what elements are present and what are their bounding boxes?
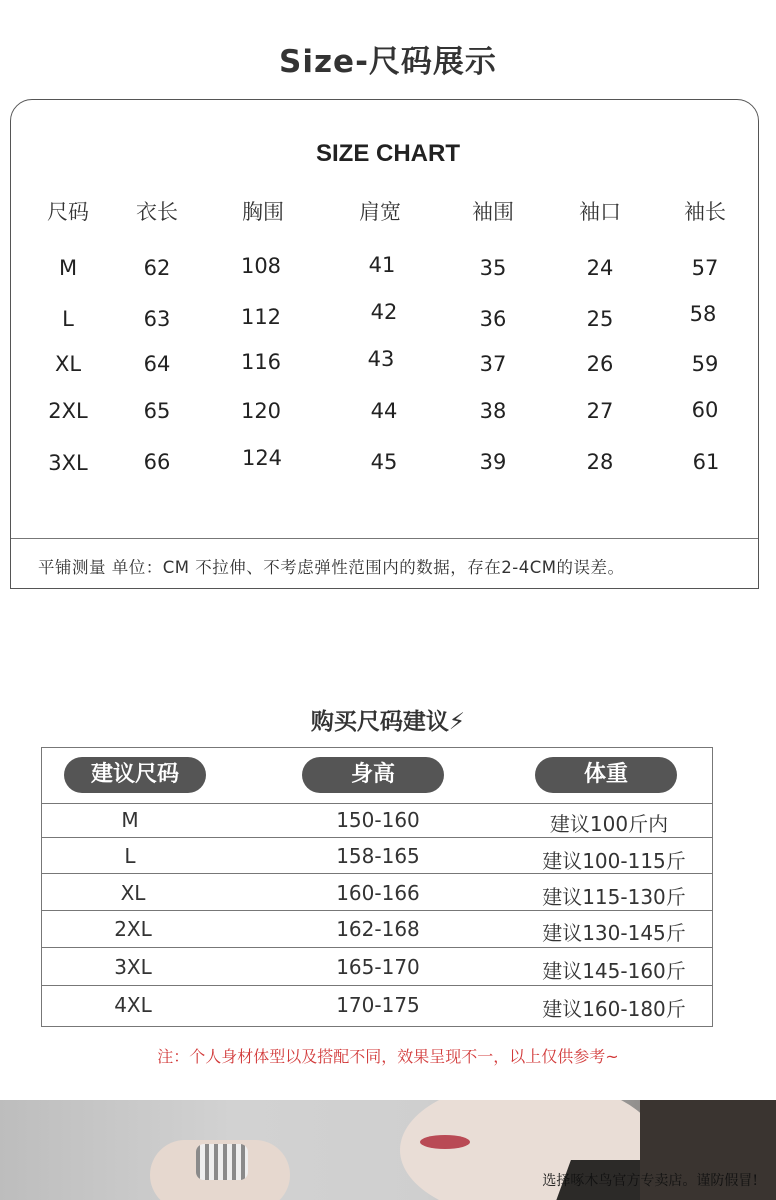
row-divider	[41, 910, 713, 911]
size-cell: XL	[54, 352, 82, 376]
recommend-cell: 建议100-115斤	[542, 849, 686, 873]
size-cell: 27	[586, 399, 614, 423]
recommend-cell: 建议130-145斤	[542, 921, 686, 945]
recommend-cell: 160-166	[336, 881, 420, 905]
recommend-cell: M	[121, 808, 139, 832]
row-divider	[41, 803, 713, 804]
size-cell: 26	[586, 352, 614, 376]
recommend-cell: 建议160-180斤	[542, 997, 686, 1021]
note-divider	[11, 538, 758, 539]
size-chart-frame	[10, 99, 759, 589]
recommend-header-weight: 体重	[535, 757, 677, 793]
size-cell: 39	[479, 450, 507, 474]
size-cell: 24	[586, 256, 614, 280]
size-cell: 38	[479, 399, 507, 423]
size-cell: 45	[370, 450, 398, 474]
size-cell: 58	[689, 302, 717, 326]
size-header-cell: 衣长	[136, 200, 178, 224]
recommend-cell: L	[124, 844, 136, 868]
size-cell: 61	[692, 450, 720, 474]
section-title: Size-尺码展示	[279, 44, 497, 80]
row-divider	[41, 947, 713, 948]
size-cell: 116	[240, 350, 282, 374]
size-header-cell: 肩宽	[359, 200, 401, 224]
recommend-cell: 150-160	[336, 808, 420, 832]
row-divider	[41, 985, 713, 986]
recommend-cell: 建议145-160斤	[542, 959, 686, 983]
size-header-cell: 袖围	[472, 200, 514, 224]
recommend-cell: 158-165	[336, 844, 420, 868]
size-cell: 42	[370, 300, 398, 324]
size-cell: 112	[240, 305, 282, 329]
size-cell: 25	[586, 307, 614, 331]
size-cell: 59	[691, 352, 719, 376]
recommend-cell: 2XL	[114, 917, 152, 941]
size-cell: 3XL	[48, 451, 88, 475]
size-cell: M	[58, 256, 78, 280]
recommend-header-size: 建议尺码	[64, 757, 206, 793]
size-cell: 37	[479, 352, 507, 376]
measurement-note: 平铺测量 单位：CM 不拉伸、不考虑弹性范围内的数据，存在2-4CM的误差。	[38, 558, 625, 577]
size-cell: 124	[241, 446, 283, 470]
recommend-header-height: 身高	[302, 757, 444, 793]
size-cell: 66	[143, 450, 171, 474]
size-header-cell: 袖长	[684, 200, 726, 224]
recommend-cell: XL	[120, 881, 146, 905]
size-cell: 63	[143, 307, 171, 331]
size-cell: 64	[143, 352, 171, 376]
size-cell: 108	[240, 254, 282, 278]
size-cell: 28	[586, 450, 614, 474]
size-cell: 41	[368, 253, 396, 277]
size-cell: 62	[143, 256, 171, 280]
recommend-cell: 3XL	[114, 955, 152, 979]
size-chart-title: SIZE CHART	[316, 140, 460, 167]
recommend-cell: 162-168	[336, 917, 420, 941]
size-header-cell: 胸围	[242, 200, 284, 224]
recommend-title: 购买尺码建议⚡	[310, 709, 466, 735]
recommend-cell: 170-175	[336, 993, 420, 1017]
row-divider	[41, 837, 713, 838]
recommend-cell: 4XL	[114, 993, 152, 1017]
reference-footnote: 注：个人身材体型以及搭配不同，效果呈现不一，以上仅供参考~	[157, 1047, 619, 1066]
size-cell: 35	[479, 256, 507, 280]
size-cell: 2XL	[48, 399, 88, 423]
size-cell: 57	[691, 256, 719, 280]
size-cell: 36	[479, 307, 507, 331]
size-cell: 60	[691, 398, 719, 422]
size-cell: 44	[370, 399, 398, 423]
size-cell: 120	[240, 399, 282, 423]
recommend-cell: 建议100斤内	[549, 812, 669, 836]
size-header-cell: 袖口	[579, 200, 621, 224]
size-cell: L	[62, 307, 74, 331]
size-cell: 43	[367, 347, 395, 371]
watch-icon	[196, 1144, 248, 1180]
photo-lips	[420, 1135, 470, 1149]
shop-watermark: 选择啄木鸟官方专卖店。谨防假冒!	[542, 1173, 758, 1189]
size-header-cell: 尺码	[47, 200, 89, 224]
recommend-cell: 建议115-130斤	[542, 885, 686, 909]
recommend-cell: 165-170	[336, 955, 420, 979]
size-cell: 65	[143, 399, 171, 423]
